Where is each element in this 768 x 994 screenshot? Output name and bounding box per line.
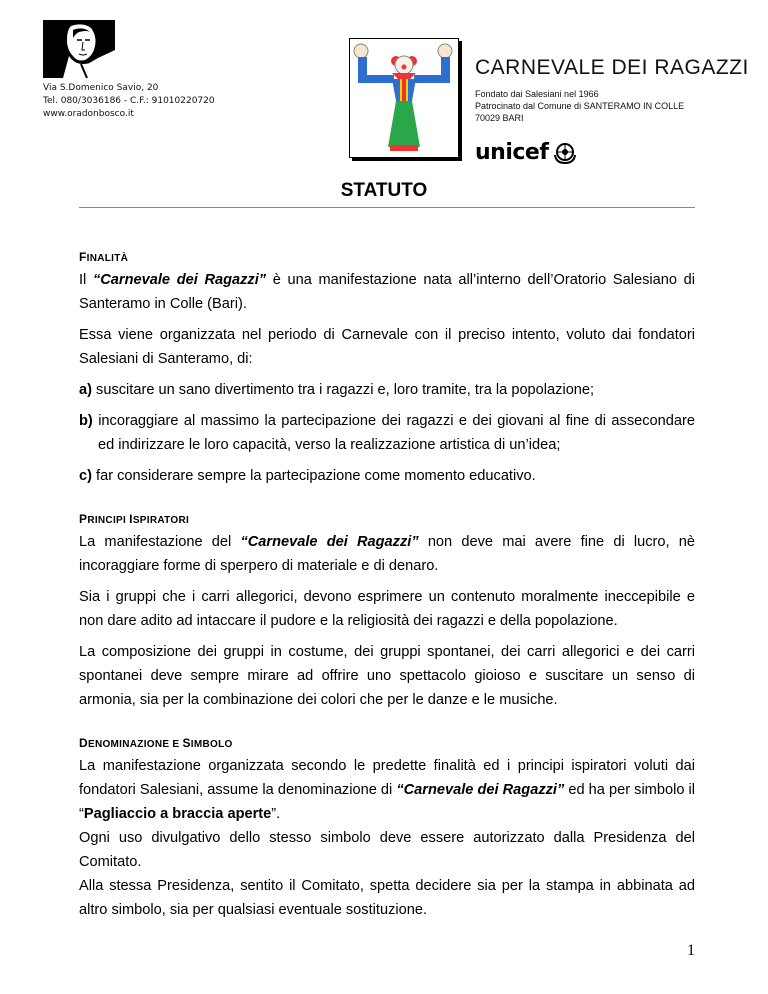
finalita-paragraph-2: Essa viene organizzata nel periodo di Carnevale con il preciso intento, voluto dai fondatori Salesiani di Santeramo, di: bbox=[79, 327, 695, 367]
section-heading-denominazione: DENOMINAZIONE E SIMBOLO bbox=[79, 736, 233, 750]
principi-paragraph-2: Sia i gruppi che i carri allegorici, devono esprimere un contenuto moralmente ineccepibile e non dare adito ad intaccare il pudore e la religiosità dei ragazzi e della popolazione. bbox=[79, 589, 695, 629]
unicef-logo bbox=[475, 140, 578, 165]
section-heading-principi: PRINCIPI ISPIRATORI bbox=[79, 512, 190, 526]
oratorio-portrait-logo bbox=[43, 20, 115, 78]
title-divider bbox=[79, 207, 695, 208]
document-body bbox=[79, 248, 695, 922]
finalita-item-a: a) suscitare un sano divertimento tra i ragazzi e, loro tramite, tra la popolazione; bbox=[79, 382, 595, 398]
denominazione-paragraph-2: Ogni uso divulgativo dello stesso simbolo deve essere autorizzato dalla Presidenza del Comitato. bbox=[79, 830, 695, 870]
finalita-item-c: c) far considerare sempre la partecipazione come momento educativo. bbox=[79, 468, 536, 484]
principi-paragraph-3: La composizione dei gruppi in costume, dei gruppi spontanei, dei carri allegorici e dei carri spontanei deve sempre mirare ad offrire uno spettacolo gioioso e suscitare un senso di armonia, sia per la combinazione dei colori che per le danze e le musiche. bbox=[79, 644, 695, 708]
document-title: STATUTO bbox=[340, 180, 428, 201]
page-number: 1 bbox=[687, 942, 695, 959]
organization-title: CARNEVALE DEI RAGAZZI bbox=[475, 56, 749, 79]
finalita-paragraph-1: Il “Carnevale dei Ragazzi” è una manifestazione nata all’interno dell’Oratorio Salesiano di Santeramo in Colle (Bari). bbox=[79, 272, 695, 312]
address-phone: Tel. 080/3036186 - C.F.: 91010220720 bbox=[43, 96, 215, 106]
address-website: www.oradonbosco.it bbox=[43, 109, 134, 119]
address-street: Via S.Domenico Savio, 20 bbox=[43, 83, 159, 93]
section-heading-finalita: FINALITÀ bbox=[79, 250, 129, 264]
organization-info bbox=[475, 56, 749, 124]
finalita-item-b: b) incoraggiare al massimo la partecipazione dei ragazzi e dei giovani al fine di assecondare ed indirizzare le loro capacità, verso la realizzazione artistica di un’idea; bbox=[79, 413, 695, 453]
postal-code-line: 70029 BARI bbox=[475, 113, 524, 123]
clown-symbol-logo bbox=[349, 38, 459, 158]
denominazione-paragraph-3: Alla stessa Presidenza, sentito il Comitato, spetta decidere sia per la stampa in abbinata ad altro simbolo, sia per qualsiasi eventuale sostituzione. bbox=[79, 878, 695, 918]
contact-address bbox=[43, 82, 215, 121]
patronage-line: Patrocinato dal Comune di SANTERAMO IN COLLE bbox=[475, 101, 685, 111]
unicef-emblem-icon bbox=[552, 141, 578, 165]
unicef-wordmark: unicef bbox=[475, 140, 549, 165]
founded-line: Fondato dai Salesiani nel 1966 bbox=[475, 89, 599, 99]
denominazione-paragraph-1: La manifestazione organizzata secondo le predette finalità ed i principi ispiratori voluti dai fondatori Salesiani, assume la denominazione di “Carnevale dei Ragazzi” ed ha per simbolo il “Pagliaccio a braccia aperte”. bbox=[79, 758, 695, 822]
principi-paragraph-1: La manifestazione del “Carnevale dei Ragazzi” non deve mai avere fine di lucro, nè incoraggiare forme di sperpero di materiale e di denaro. bbox=[79, 534, 695, 574]
